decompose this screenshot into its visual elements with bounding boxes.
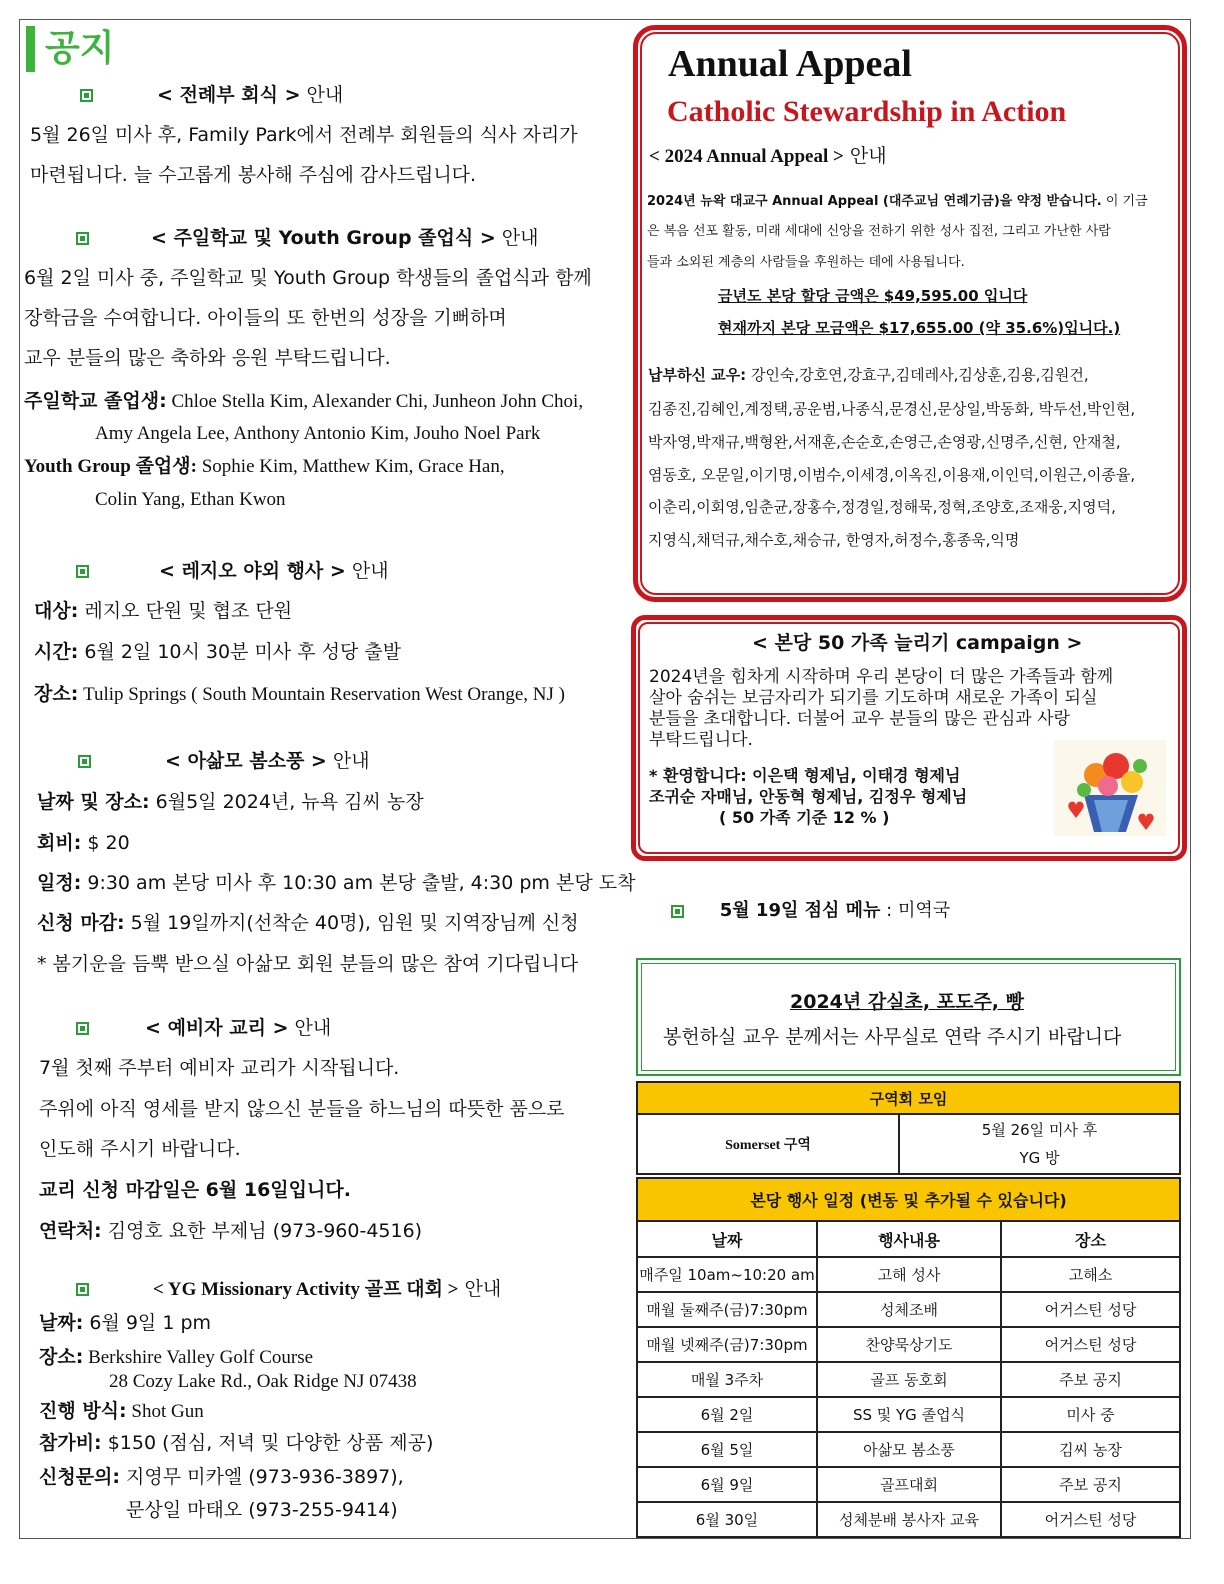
cell-place: 어거스틴 성당 xyxy=(1001,1327,1180,1362)
district-time xyxy=(899,1114,1180,1174)
cell-date: 매월 3주차 xyxy=(637,1362,817,1397)
section-header-legio: < 레지오 야외 행사 > 안내 xyxy=(76,559,389,583)
grad-list-youth-group-cont: Colin Yang, Ethan Kwon xyxy=(95,489,286,510)
grad-list-sunday-school: 주일학교 졸업생: Chloe Stella Kim, Alexander Chi, Junheon John Choi, xyxy=(24,390,584,412)
section-header-picnic: < 아삶모 봄소풍 > 안내 xyxy=(78,749,370,773)
picnic-date-place: 날짜 및 장소: 6월5일 2024년, 뉴욕 김씨 농장 xyxy=(37,791,424,813)
appeal-para-3: 들과 소외된 계층의 사람들을 후원하는 데에 사용됩니다. xyxy=(647,255,965,270)
appeal-donors-line-6: 지영식,채덕규,채수호,채승규, 한영자,허정수,홍종욱,익명 xyxy=(648,531,1020,549)
cell-event: 성체조배 xyxy=(817,1292,1001,1327)
cell-place: 어거스틴 성당 xyxy=(1001,1292,1180,1327)
campaign-welcome-2: 조귀순 자매님, 안동혁 형제님, 김정우 형제님 xyxy=(649,787,968,806)
table-row xyxy=(637,1502,1180,1537)
cell-place: 김씨 농장 xyxy=(1001,1432,1180,1467)
offering-title: 2024년 감실초, 포도주, 빵 xyxy=(790,991,1024,1013)
offering-body: 봉헌하실 교우 분께서는 사무실로 연락 주시기 바랍니다 xyxy=(663,1026,1122,1048)
cell-date: 6월 9일 xyxy=(637,1467,817,1502)
offering-inner-border xyxy=(641,963,1176,1071)
cell-event: 찬양묵상기도 xyxy=(817,1327,1001,1362)
section-header-catechism: < 예비자 교리 > 안내 xyxy=(76,1016,331,1040)
campaign-body-4: 부탁드립니다. xyxy=(649,730,753,750)
appeal-para-2: 은 복음 선포 활동, 미래 세대에 신앙을 전하기 위한 성사 집전, 그리고 가난한 사람 xyxy=(647,224,1111,239)
appeal-header: < 2024 Annual Appeal > 안내 xyxy=(649,145,887,167)
schedule-table-header: 본당 행사 일정 (변동 및 추가될 수 있습니다) xyxy=(637,1178,1180,1221)
golf-contact-2: 문상일 마태오 (973-255-9414) xyxy=(126,1499,398,1521)
cell-event: 성체분배 봉사자 교육 xyxy=(817,1502,1001,1537)
appeal-raised: 현재까지 본당 모금액은 $17,655.00 (약 35.6%)입니다.) xyxy=(718,319,1121,337)
bullet-icon xyxy=(78,755,91,768)
liturgy-line-1: 5월 26일 미사 후, Family Park에서 전례부 회원들의 식사 자리가 xyxy=(30,124,578,146)
legio-target: 대상: 레지오 단원 및 협조 단원 xyxy=(34,600,293,622)
cell-place: 어거스틴 성당 xyxy=(1001,1502,1180,1537)
catechism-contact: 연락처: 김영호 요한 부제님 (973-960-4516) xyxy=(39,1220,423,1242)
bullet-icon xyxy=(76,565,89,578)
campaign-welcome-3: ( 50 가족 기준 12 % ) xyxy=(719,808,890,827)
bullet-icon xyxy=(76,1283,89,1296)
cell-date: 6월 2일 xyxy=(637,1397,817,1432)
golf-format: 진행 방식: Shot Gun xyxy=(39,1400,204,1422)
bullet-icon xyxy=(80,89,93,102)
appeal-title: Annual Appeal xyxy=(668,43,912,85)
cell-date: 매월 둘째주(금)7:30pm xyxy=(637,1292,817,1327)
table-row xyxy=(637,1432,1180,1467)
flower-bouquet-icon xyxy=(1054,740,1166,836)
campaign-title: < 본당 50 가족 늘리기 campaign > xyxy=(752,632,1083,654)
picnic-fee: 회비: $ 20 xyxy=(37,832,130,854)
cell-event: 아삶모 봄소풍 xyxy=(817,1432,1001,1467)
golf-place: 장소: Berkshire Valley Golf Course xyxy=(39,1346,314,1368)
district-name: Somerset 구역 xyxy=(637,1114,899,1174)
legio-time: 시간: 6월 2일 10시 30분 미사 후 성당 출발 xyxy=(34,641,402,663)
campaign-welcome-1: * 환영합니다: 이은택 형제님, 이태경 형제님 xyxy=(649,766,961,785)
catechism-deadline: 교리 신청 마감일은 6월 16일입니다. xyxy=(39,1179,351,1201)
picnic-deadline: 신청 마감: 5월 19일까지(선착순 40명), 임원 및 지역장님께 신청 xyxy=(37,912,579,934)
cell-date: 6월 30일 xyxy=(637,1502,817,1537)
golf-date: 날짜: 6월 9일 1 pm xyxy=(39,1312,212,1334)
cell-place: 주보 공지 xyxy=(1001,1467,1180,1502)
cell-place: 주보 공지 xyxy=(1001,1362,1180,1397)
cell-date: 6월 5일 xyxy=(637,1432,817,1467)
table-row xyxy=(637,1257,1180,1292)
table-row xyxy=(637,1362,1180,1397)
table-row xyxy=(637,1467,1180,1502)
campaign-body-1: 2024년을 힘차게 시작하며 우리 본당이 더 많은 가족들과 함께 xyxy=(649,667,1114,687)
bullet-icon xyxy=(76,1022,89,1035)
appeal-donors-line-4: 염동호, 오문일,이기명,이범수,이세경,이옥진,이용재,이인덕,이원근,이종율, xyxy=(648,466,1136,484)
district-time-1: 5월 26일 미사 후 xyxy=(981,1121,1098,1139)
picnic-schedule: 일정: 9:30 am 본당 미사 후 10:30 am 본당 출발, 4:30 pm 본당 도착 xyxy=(37,872,636,894)
appeal-donors-line-3: 박자영,박재규,백형완,서재훈,손순호,손영근,손영광,신명주,신현, 안재철, xyxy=(648,433,1121,451)
event-schedule-table xyxy=(636,1177,1181,1538)
section-header-liturgy: < 전례부 회식 > 안내 xyxy=(80,83,343,107)
notice-title: 공지 xyxy=(26,26,115,72)
district-table-header: 구역회 모임 xyxy=(637,1082,1180,1114)
cell-event: 골프대회 xyxy=(817,1467,1001,1502)
graduation-line-2: 장학금을 수여합니다. 아이들의 또 한번의 성장을 기뻐하며 xyxy=(24,307,507,329)
column-header-place: 장소 xyxy=(1001,1221,1180,1257)
appeal-para-1: 2024년 뉴왁 대교구 Annual Appeal (대주교님 연례기금)을 약정 받습니다. 이 기금 xyxy=(647,194,1148,209)
appeal-goal: 금년도 본당 할당 금액은 $49,595.00 입니다 xyxy=(718,287,1028,305)
grad-list-sunday-school-cont: Amy Angela Lee, Anthony Antonio Kim, Jouho Noel Park xyxy=(95,423,541,444)
schedule-column-headers xyxy=(637,1221,1180,1257)
cell-event: 고해 성사 xyxy=(817,1257,1001,1292)
campaign-body-3: 분들을 초대합니다. 더불어 교우 분들의 많은 관심과 사랑 xyxy=(649,709,1070,729)
cell-date: 매주일 10am~10:20 am xyxy=(637,1257,817,1292)
cell-place: 고해소 xyxy=(1001,1257,1180,1292)
golf-fee: 참가비: $150 (점심, 저녁 및 다양한 상품 제공) xyxy=(39,1432,434,1454)
liturgy-line-2: 마련됩니다. 늘 수고롭게 봉사해 주심에 감사드립니다. xyxy=(30,164,477,186)
campaign-body-2: 살아 숨쉬는 보금자리가 되기를 기도하며 새로운 가족이 되실 xyxy=(649,688,1098,708)
appeal-subtitle: Catholic Stewardship in Action xyxy=(667,95,1067,128)
cell-place: 미사 중 xyxy=(1001,1397,1180,1432)
table-row xyxy=(637,1397,1180,1432)
appeal-donors-line-2: 김종진,김혜인,계정택,공운범,나종식,문경신,문상일,박동화, 박두선,박인현, xyxy=(648,400,1136,418)
picnic-note: * 봄기운을 듬뿍 받으실 아삶모 회원 분들의 많은 참여 기다립니다 xyxy=(37,953,579,975)
cell-event: SS 및 YG 졸업식 xyxy=(817,1397,1001,1432)
catechism-line-1: 7월 첫째 주부터 예비자 교리가 시작됩니다. xyxy=(39,1057,400,1079)
appeal-donors-line-1: 납부하신 교우: 강인숙,강호연,강효구,김데레사,김상훈,김용,김원건, xyxy=(648,366,1089,384)
golf-contact: 신청문의: 지영무 미카엘 (973-936-3897), xyxy=(39,1466,404,1488)
table-row xyxy=(637,1292,1180,1327)
lunch-menu: 5월 19일 점심 메뉴 : 미역국 xyxy=(671,899,950,923)
legio-place: 장소: Tulip Springs ( South Mountain Reservation West Orange, NJ ) xyxy=(34,683,565,705)
graduation-line-1: 6월 2일 미사 중, 주일학교 및 Youth Group 학생들의 졸업식과 함께 xyxy=(24,267,592,289)
graduation-line-3: 교우 분들의 많은 축하와 응원 부탁드립니다. xyxy=(24,347,391,369)
bullet-icon xyxy=(671,905,684,918)
golf-address: 28 Cozy Lake Rd., Oak Ridge NJ 07438 xyxy=(109,1371,417,1392)
catechism-line-2: 주위에 아직 영세를 받지 않으신 분들을 하느님의 따뜻한 품으로 xyxy=(39,1098,565,1120)
table-row xyxy=(637,1327,1180,1362)
bullet-icon xyxy=(76,232,89,245)
grad-list-youth-group: Youth Group 졸업생: Sophie Kim, Matthew Kim, Grace Han, xyxy=(24,456,505,477)
district-meeting-table xyxy=(636,1081,1181,1175)
column-header-date: 날짜 xyxy=(637,1221,817,1257)
section-header-graduation: < 주일학교 및 Youth Group 졸업식 > 안내 xyxy=(76,226,539,250)
catechism-line-3: 인도해 주시기 바랍니다. xyxy=(39,1138,241,1160)
cell-event: 골프 동호회 xyxy=(817,1362,1001,1397)
section-header-golf: < YG Missionary Activity 골프 대회 > 안내 xyxy=(76,1277,501,1302)
appeal-donors-line-5: 이춘리,이회영,임춘균,장홍수,정경일,정해묵,정혁,조양호,조재웅,지영덕, xyxy=(648,498,1116,516)
district-time-2: YG 방 xyxy=(1019,1149,1060,1167)
column-header-event: 행사내용 xyxy=(817,1221,1001,1257)
cell-date: 매월 넷째주(금)7:30pm xyxy=(637,1327,817,1362)
